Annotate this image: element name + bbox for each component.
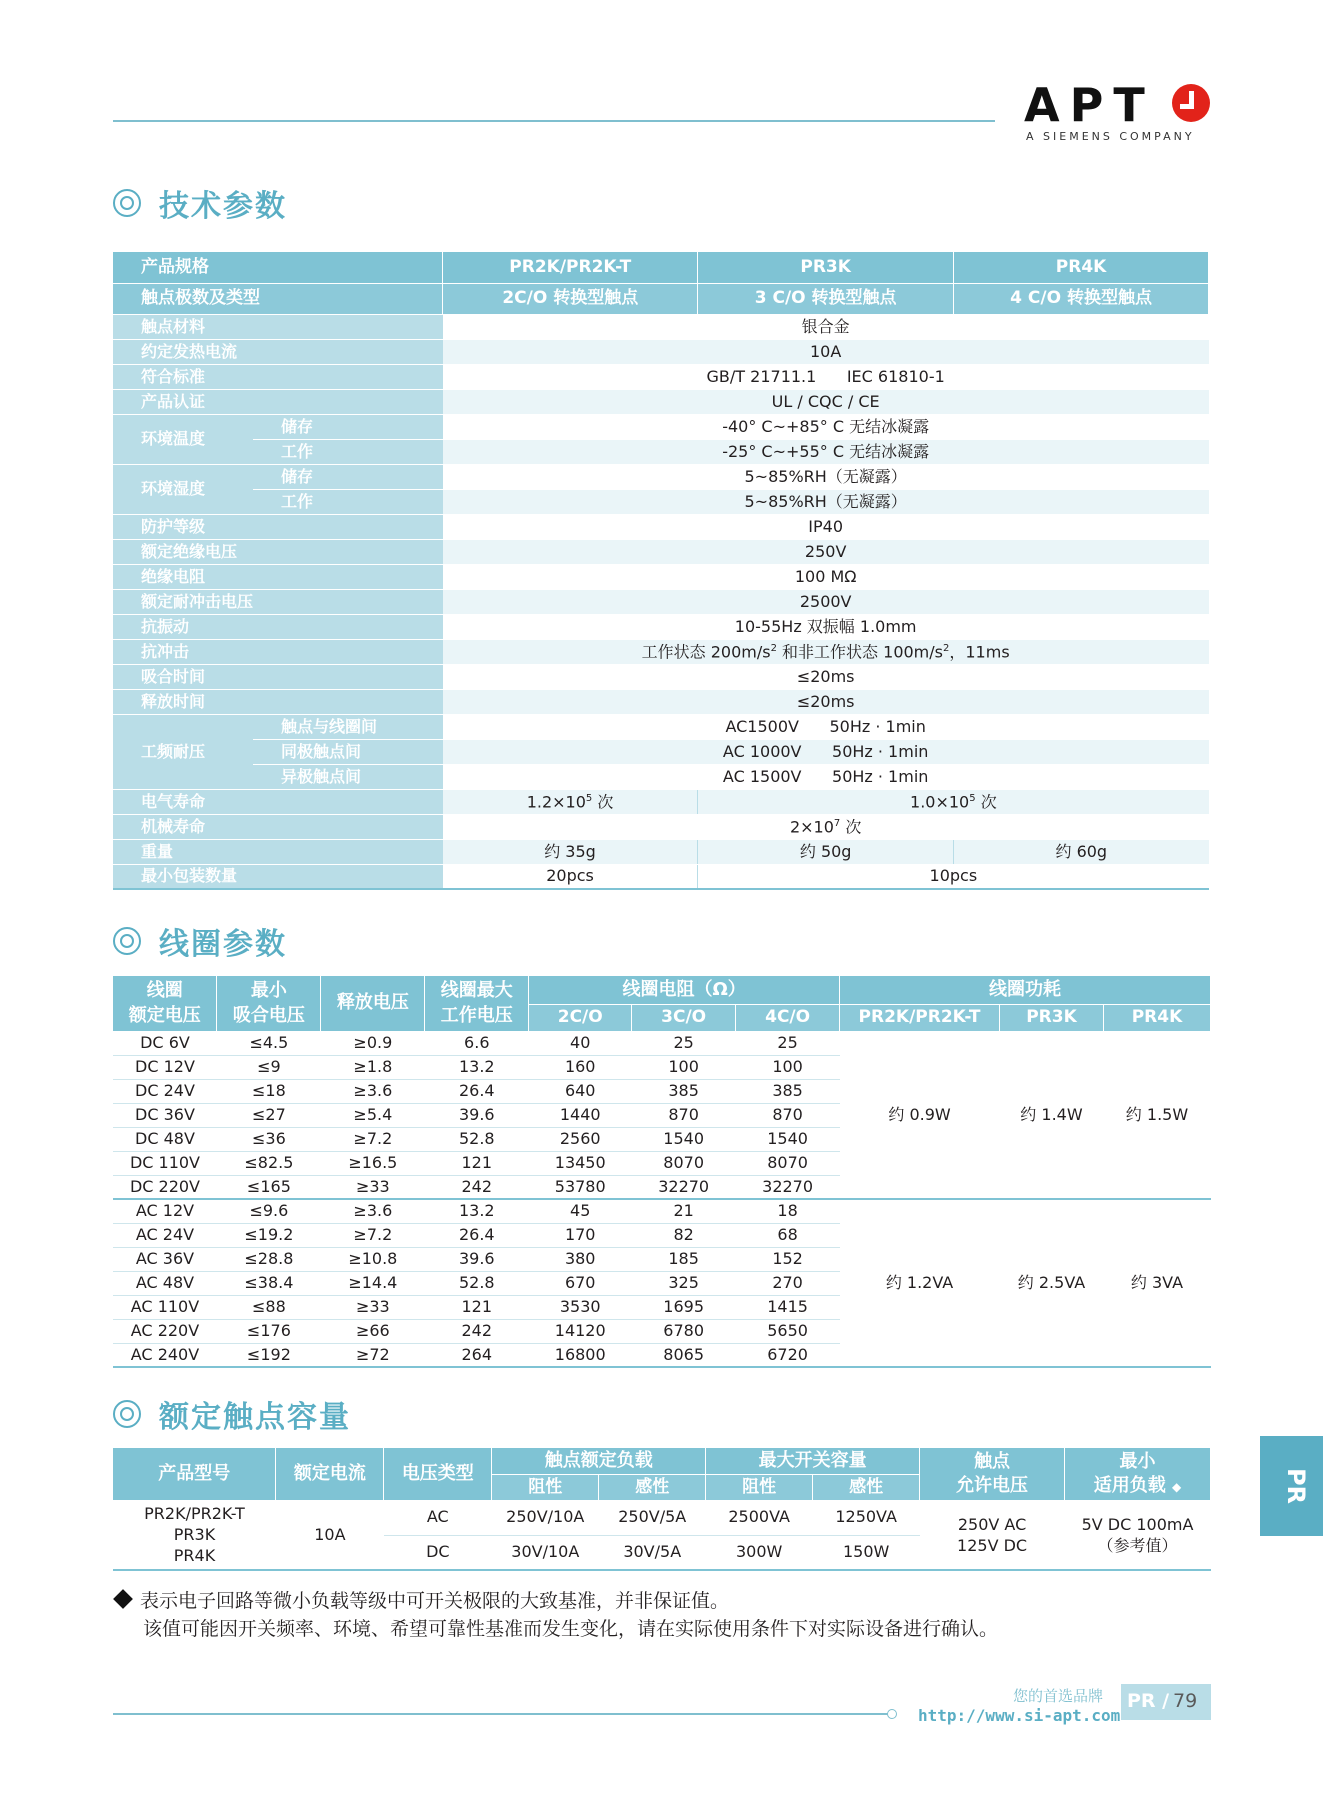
coil-cell: 100 [736, 1055, 840, 1079]
sub-label: 工作 [253, 489, 443, 514]
header-ind-max: 感性 [813, 1474, 920, 1500]
diamond-icon [113, 1589, 133, 1609]
header-model: 产品型号 [113, 1448, 276, 1500]
coil-cell: 380 [529, 1247, 632, 1271]
coil-cell: ≥3.6 [321, 1199, 425, 1223]
coil-cell: 13450 [529, 1151, 632, 1175]
sub-label: 工作 [253, 439, 443, 464]
coil-cell: DC 36V [113, 1103, 217, 1127]
coil-power-cell: 约 1.5W [1103, 1031, 1210, 1199]
row-value: GB/T 21711.1 IEC 61810-1 [443, 364, 1209, 389]
coil-cell: 82 [632, 1223, 736, 1247]
footer-rule [113, 1713, 889, 1715]
header-pr2k: PR2K/PR2K-T [443, 252, 698, 283]
coil-cell: ≥72 [321, 1343, 425, 1367]
footer-dot [887, 1709, 897, 1719]
ac-res-load: 250V/10A [492, 1500, 599, 1535]
row-value: -25° C~+55° C 无结冰凝露 [443, 439, 1209, 464]
header-rule [113, 120, 995, 122]
header-rated-load: 触点额定负载 [492, 1448, 706, 1474]
header-ind-load: 感性 [599, 1474, 706, 1500]
coil-cell: ≥3.6 [321, 1079, 425, 1103]
coil-cell: 8065 [632, 1343, 736, 1367]
coil-power-cell: 约 0.9W [840, 1031, 1000, 1199]
coil-cell: 2560 [529, 1127, 632, 1151]
row-value: 100 MΩ [443, 564, 1209, 589]
header-p-pr2k: PR2K/PR2K-T [840, 1004, 1000, 1031]
sub-label: 储存 [253, 414, 443, 439]
coil-cell: ≤18 [217, 1079, 321, 1103]
coil-cell: AC 12V [113, 1199, 217, 1223]
row-value: 约 50g [698, 839, 954, 864]
coil-cell: 26.4 [425, 1223, 529, 1247]
header-4co: 4C/O [736, 1004, 840, 1031]
coil-cell: ≤82.5 [217, 1151, 321, 1175]
logo-subtitle: A SIEMENS COMPANY [1026, 130, 1195, 143]
row-value: ≤20ms [443, 664, 1209, 689]
coil-cell: DC 48V [113, 1127, 217, 1151]
header-p-pr3k: PR3K [1000, 1004, 1104, 1031]
row-label: 抗振动 [113, 614, 443, 639]
coil-cell: ≥10.8 [321, 1247, 425, 1271]
coil-cell: 160 [529, 1055, 632, 1079]
coil-cell: ≥5.4 [321, 1103, 425, 1127]
coil-cell: 13.2 [425, 1055, 529, 1079]
header-3co: 3C/O [632, 1004, 736, 1031]
coil-cell: 6.6 [425, 1031, 529, 1055]
coil-cell: 121 [425, 1295, 529, 1319]
page-number: 79 [1173, 1690, 1198, 1712]
coil-cell: ≤9.6 [217, 1199, 321, 1223]
coil-cell: ≤36 [217, 1127, 321, 1151]
row-value: 5~85%RH（无凝露） [443, 489, 1209, 514]
coil-cell: 52.8 [425, 1271, 529, 1295]
coil-power-cell: 约 1.4W [1000, 1031, 1104, 1199]
page-badge [1121, 1684, 1211, 1720]
target-icon [113, 1400, 141, 1428]
coil-cell: 242 [425, 1319, 529, 1343]
coil-cell: ≥1.8 [321, 1055, 425, 1079]
coil-cell: 870 [632, 1103, 736, 1127]
coil-cell: 5650 [736, 1319, 840, 1343]
footer-url[interactable]: http://www.si-apt.com [918, 1706, 1121, 1725]
coil-power-cell: 约 2.5VA [1000, 1199, 1104, 1367]
coil-cell: ≤176 [217, 1319, 321, 1343]
row-value: $1.0\times 10^5$ 次 [698, 789, 1209, 814]
coil-cell: 32270 [736, 1175, 840, 1199]
coil-cell: 14120 [529, 1319, 632, 1343]
coil-cell: 53780 [529, 1175, 632, 1199]
coil-cell: AC 240V [113, 1343, 217, 1367]
coil-cell: 385 [736, 1079, 840, 1103]
coil-cell: 52.8 [425, 1127, 529, 1151]
header-spec: 产品规格 [113, 252, 443, 283]
row-value: UL / CQC / CE [443, 389, 1209, 414]
coil-cell: ≤19.2 [217, 1223, 321, 1247]
section-coil [113, 921, 287, 961]
coil-cell: ≤27 [217, 1103, 321, 1127]
dc-ind-max: 150W [813, 1535, 920, 1570]
row-label: 吸合时间 [113, 664, 443, 689]
header-allow-voltage: 触点 允许电压 [920, 1448, 1065, 1500]
row-value: -40° C~+85° C 无结冰凝露 [443, 414, 1209, 439]
header-voltage-type: 电压类型 [384, 1448, 492, 1500]
header-type: 触点极数及类型 [113, 283, 443, 314]
coil-cell: 45 [529, 1199, 632, 1223]
vtype-dc: DC [384, 1535, 492, 1570]
coil-cell: ≥66 [321, 1319, 425, 1343]
footer-brand: 您的首选品牌 [1013, 1687, 1104, 1705]
coil-cell: 16800 [529, 1343, 632, 1367]
sub-label: 同极触点间 [253, 739, 443, 764]
clock-icon [1172, 84, 1210, 122]
coil-cell: 8070 [632, 1151, 736, 1175]
coil-cell: DC 6V [113, 1031, 217, 1055]
side-tab: PR [1260, 1436, 1323, 1536]
row-value: 250V [443, 539, 1209, 564]
coil-power-cell: 约 1.2VA [840, 1199, 1000, 1367]
min-load-cell: 5V DC 100mA （参考值） [1065, 1500, 1211, 1570]
coil-cell: 6720 [736, 1343, 840, 1367]
target-icon [113, 189, 141, 217]
header-coil-power: 线圈功耗 [840, 976, 1211, 1004]
section-title: 额定触点容量 [159, 1400, 351, 1435]
row-value: 5~85%RH（无凝露） [443, 464, 1209, 489]
coil-cell: 26.4 [425, 1079, 529, 1103]
coil-cell: ≥7.2 [321, 1223, 425, 1247]
ac-res-max: 2500VA [706, 1500, 813, 1535]
coil-cell: 25 [736, 1031, 840, 1055]
row-value: AC 1500V 50Hz · 1min [443, 764, 1209, 789]
coil-cell: 18 [736, 1199, 840, 1223]
row-value: 20pcs [443, 864, 698, 889]
row-value: AC1500V 50Hz · 1min [443, 714, 1209, 739]
row-value: $1.2\times 10^5$ 次 [443, 789, 698, 814]
coil-cell: ≤28.8 [217, 1247, 321, 1271]
row-label: 触点材料 [113, 314, 443, 339]
row-label: 抗冲击 [113, 639, 443, 664]
coil-cell: 640 [529, 1079, 632, 1103]
coil-cell: 1415 [736, 1295, 840, 1319]
coil-cell: AC 24V [113, 1223, 217, 1247]
coil-cell: 270 [736, 1271, 840, 1295]
row-label: 环境湿度 [113, 464, 253, 514]
row-value: AC 1000V 50Hz · 1min [443, 739, 1209, 764]
row-label: 最小包装数量 [113, 864, 443, 889]
coil-cell: ≥7.2 [321, 1127, 425, 1151]
row-value: 2500V [443, 589, 1209, 614]
coil-cell: 32270 [632, 1175, 736, 1199]
coil-rows [113, 1031, 1211, 1367]
header-pr3k: PR3K [698, 252, 954, 283]
sub-label: 储存 [253, 464, 443, 489]
allow-voltage-cell: 250V AC 125V DC [920, 1500, 1065, 1570]
row-label: 防护等级 [113, 514, 443, 539]
coil-cell: ≥16.5 [321, 1151, 425, 1175]
row-label: 额定耐冲击电压 [113, 589, 443, 614]
coil-cell: ≤88 [217, 1295, 321, 1319]
coil-cell: 1695 [632, 1295, 736, 1319]
coil-cell: 325 [632, 1271, 736, 1295]
logo-text: APT [1024, 78, 1155, 132]
header-max-voltage: 线圈最大 工作电压 [425, 976, 529, 1031]
coil-cell: 1540 [632, 1127, 736, 1151]
row-value: $2\times 10^7$ 次 [443, 814, 1209, 839]
coil-cell: ≤4.5 [217, 1031, 321, 1055]
footnote [113, 1587, 998, 1643]
row-label: 绝缘电阻 [113, 564, 443, 589]
type-pr4k: 4 C/O 转换型触点 [954, 283, 1209, 314]
coil-cell: 1440 [529, 1103, 632, 1127]
coil-cell: 385 [632, 1079, 736, 1103]
coil-table [113, 976, 1211, 1368]
header-res-load: 阻性 [492, 1474, 599, 1500]
note-line-2: 该值可能因开关频率、环境、希望可靠性基准而发生变化，请在实际使用条件下对实际设备进行确认。 [143, 1618, 999, 1640]
contact-table [113, 1448, 1211, 1571]
coil-cell: DC 110V [113, 1151, 217, 1175]
sub-label: 异极触点间 [253, 764, 443, 789]
row-label: 约定发热电流 [113, 339, 443, 364]
row-label: 额定绝缘电压 [113, 539, 443, 564]
coil-cell: 39.6 [425, 1103, 529, 1127]
page-section: PR / [1127, 1690, 1170, 1712]
header-max-capacity: 最大开关容量 [706, 1448, 920, 1474]
row-label: 工频耐压 [113, 714, 253, 789]
coil-cell: 100 [632, 1055, 736, 1079]
row-value: 10A [443, 339, 1209, 364]
coil-power-cell: 约 3VA [1103, 1199, 1210, 1367]
row-value: 工作状态 $200m/s^2$ 和非工作状态 $100m/s^2$，11ms [443, 639, 1209, 664]
section-contact [113, 1394, 351, 1434]
coil-cell: 1540 [736, 1127, 840, 1151]
coil-cell: ≥33 [321, 1175, 425, 1199]
header-p-pr4k: PR4K [1103, 1004, 1210, 1031]
coil-cell: 68 [736, 1223, 840, 1247]
coil-cell: 40 [529, 1031, 632, 1055]
type-pr3k: 3 C/O 转换型触点 [698, 283, 954, 314]
header-pr4k: PR4K [954, 252, 1209, 283]
coil-cell: 21 [632, 1199, 736, 1223]
coil-cell: DC 220V [113, 1175, 217, 1199]
section-title: 技术参数 [159, 189, 287, 224]
row-label: 环境温度 [113, 414, 253, 464]
header-current: 额定电流 [276, 1448, 384, 1500]
row-value: 约 60g [954, 839, 1209, 864]
row-label: 重量 [113, 839, 443, 864]
coil-cell: 242 [425, 1175, 529, 1199]
dc-res-max: 300W [706, 1535, 813, 1570]
coil-cell: 6780 [632, 1319, 736, 1343]
coil-cell: 8070 [736, 1151, 840, 1175]
dc-res-load: 30V/10A [492, 1535, 599, 1570]
coil-cell: DC 12V [113, 1055, 217, 1079]
coil-cell: ≥14.4 [321, 1271, 425, 1295]
section-tech [113, 183, 287, 223]
row-label: 释放时间 [113, 689, 443, 714]
current-cell: 10A [276, 1500, 384, 1570]
dc-ind-load: 30V/5A [599, 1535, 706, 1570]
coil-cell: AC 36V [113, 1247, 217, 1271]
coil-cell: ≥0.9 [321, 1031, 425, 1055]
header-min-load: 最小 适用负载 ◆ [1065, 1448, 1211, 1500]
sub-label: 触点与线圈间 [253, 714, 443, 739]
coil-cell: DC 24V [113, 1079, 217, 1103]
header-coil-resistance: 线圈电阻（Ω） [529, 976, 840, 1004]
coil-cell: 152 [736, 1247, 840, 1271]
header-rated-voltage: 线圈 额定电压 [113, 976, 217, 1031]
coil-cell: 13.2 [425, 1199, 529, 1223]
ac-ind-load: 250V/5A [599, 1500, 706, 1535]
coil-cell: 121 [425, 1151, 529, 1175]
row-value: IP40 [443, 514, 1209, 539]
coil-cell: AC 220V [113, 1319, 217, 1343]
tech-table [113, 252, 1209, 890]
coil-cell: 870 [736, 1103, 840, 1127]
row-value: ≤20ms [443, 689, 1209, 714]
coil-cell: 670 [529, 1271, 632, 1295]
models-cell: PR2K/PR2K-T PR3K PR4K [113, 1500, 276, 1570]
header-2co: 2C/O [529, 1004, 632, 1031]
row-label: 符合标准 [113, 364, 443, 389]
target-icon [113, 927, 141, 955]
coil-cell: ≤38.4 [217, 1271, 321, 1295]
row-value: 10-55Hz 双振幅 1.0mm [443, 614, 1209, 639]
coil-cell: AC 110V [113, 1295, 217, 1319]
coil-cell: 25 [632, 1031, 736, 1055]
coil-cell: 3530 [529, 1295, 632, 1319]
ac-ind-max: 1250VA [813, 1500, 920, 1535]
coil-cell: ≤9 [217, 1055, 321, 1079]
coil-cell: ≥33 [321, 1295, 425, 1319]
coil-cell: AC 48V [113, 1271, 217, 1295]
vtype-ac: AC [384, 1500, 492, 1535]
header-min-pickup: 最小 吸合电压 [217, 976, 321, 1031]
coil-cell: 39.6 [425, 1247, 529, 1271]
coil-cell: ≤165 [217, 1175, 321, 1199]
coil-cell: ≤192 [217, 1343, 321, 1367]
note-line-1: 表示电子回路等微小负载等级中可开关极限的大致基准，并非保证值。 [140, 1590, 730, 1612]
apt-logo [1024, 78, 1214, 148]
coil-cell: 185 [632, 1247, 736, 1271]
row-label: 电气寿命 [113, 789, 443, 814]
coil-row [113, 1031, 1211, 1055]
row-value: 银合金 [443, 314, 1209, 339]
row-value: 约 35g [443, 839, 698, 864]
coil-cell: 264 [425, 1343, 529, 1367]
coil-cell: 170 [529, 1223, 632, 1247]
type-pr2k: 2C/O 转换型触点 [443, 283, 698, 314]
row-label: 机械寿命 [113, 814, 443, 839]
coil-row [113, 1199, 1211, 1223]
header-release-voltage: 释放电压 [321, 976, 425, 1031]
row-value: 10pcs [698, 864, 1209, 889]
section-title: 线圈参数 [159, 927, 287, 962]
header-res-max: 阻性 [706, 1474, 813, 1500]
row-label: 产品认证 [113, 389, 443, 414]
